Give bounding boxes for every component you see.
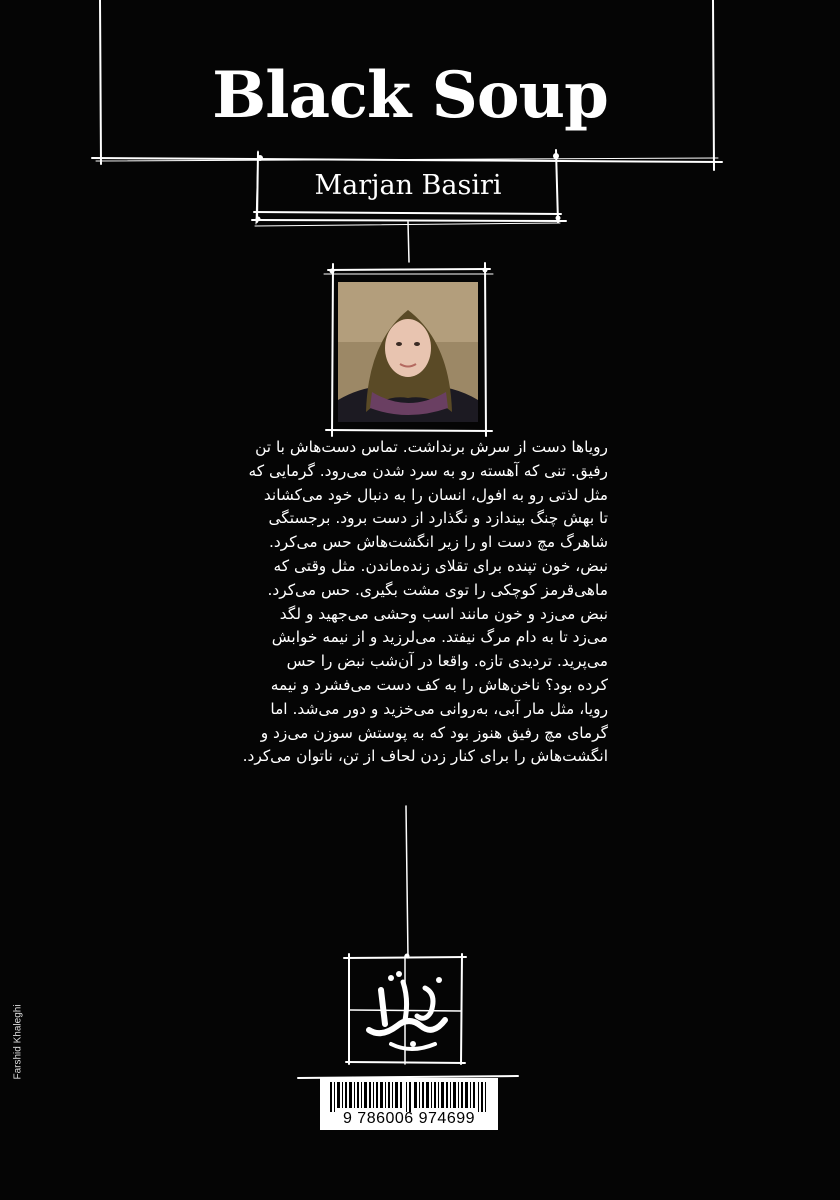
author-name: Marjan Basiri [314, 170, 502, 201]
blurb-line: می‌زد تا به دام مرگ نیفتد. می‌لرزید و از نیمه خوابش [271, 628, 608, 647]
blurb-line: مثل لذتی رو به افول، انسان را به دنبال خود می‌کشاند [263, 485, 608, 504]
barcode-bars-icon [320, 1078, 498, 1112]
isbn-barcode [320, 1078, 498, 1130]
author-portrait-icon [338, 282, 478, 422]
blurb-line: کرده بود؟ ناخن‌هاش را به کف دست می‌فشرد و نیمه [270, 675, 608, 694]
blurb-line: نبض می‌زد و خون مانند اسب وحشی می‌جهید و لگد [279, 604, 608, 623]
blurb-line: رویاها دست از سرش برنداشت. تماس دست‌هاش با تن [255, 438, 608, 456]
cover-designer-credit: Farshid Khaleghi [12, 1004, 24, 1080]
blurb-line: رفیق. تنی که آهسته رو به سرد شدن می‌رود. گرمایی که [248, 461, 608, 480]
blurb-line: می‌پرید. تردیدی تازه. واقعا در آن‌شب نبض را حس [286, 652, 608, 671]
isbn-number: 9 786006 974699 [342, 1110, 476, 1127]
blurb-line: تا بهش چنگ بیندازد و نگذارد از دست برود. برجستگی [268, 509, 608, 528]
publisher-logo-icon [351, 960, 461, 1060]
blurb-line: انگشت‌هاش را برای کنار زدن لحاف از تن، ناتوان می‌کرد. [242, 747, 608, 766]
blurb-line: رویا، مثل مار آبی، به‌روانی می‌خزید و دور می‌شد. اما [270, 699, 608, 718]
blurb-line: گرمای مچ رفیق هنوز بود که به پوستش سوزن می‌زد و [260, 723, 608, 742]
book-title: Black Soup [212, 58, 608, 133]
back-cover-blurb [232, 436, 608, 769]
blurb-line: نبض، خون تپنده برای تقلای زنده‌ماندن. مثل وقتی که [273, 556, 608, 575]
blurb-line: شاهرگ مچ دست او را زیر انگشت‌هاش حس می‌کرد. [268, 533, 608, 552]
blurb-line: ماهی‌قرمز کوچکی را توی مشت بگیری. حس می‌کرد. [267, 580, 608, 599]
